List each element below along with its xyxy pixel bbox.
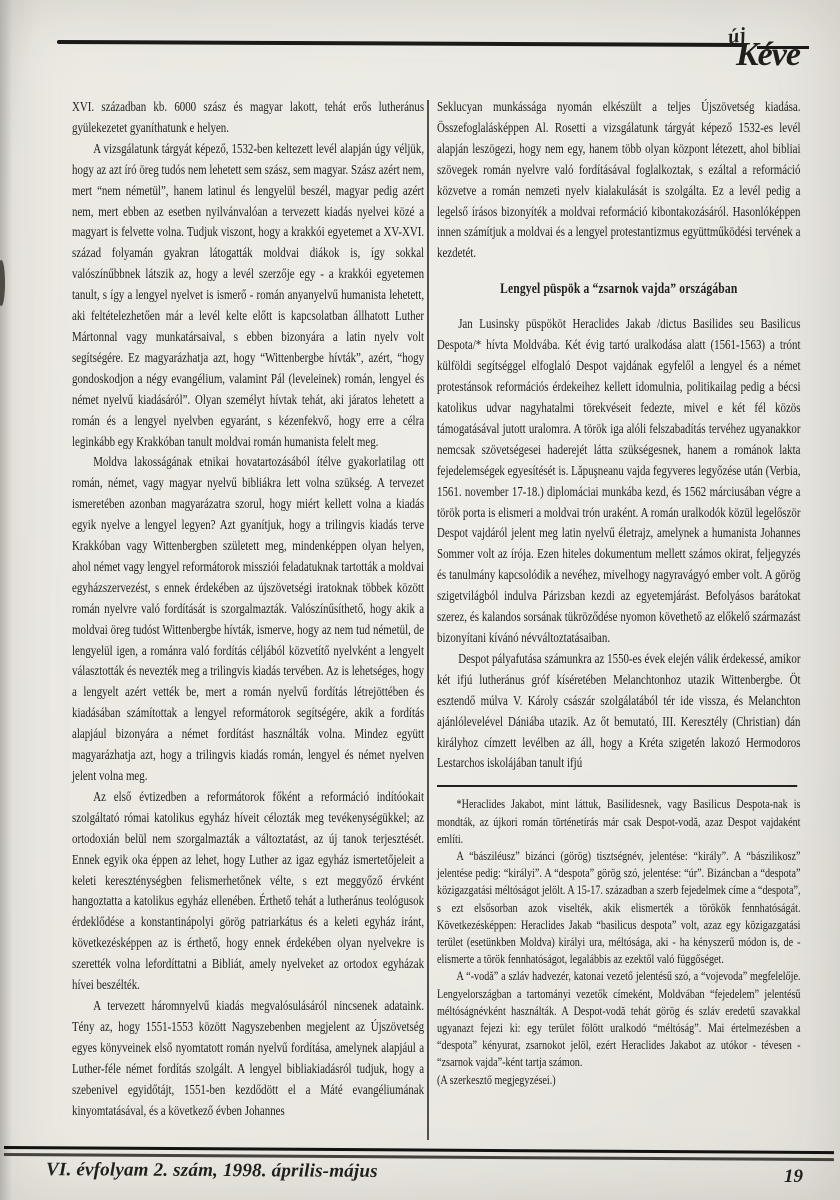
journal-logo-prefix: új bbox=[726, 23, 749, 49]
footnote-rule bbox=[437, 785, 797, 787]
footnote-editor-note: (A szerkesztő megjegyzései.) bbox=[437, 1072, 556, 1087]
paragraph: Seklucyan munkássága nyomán elkészült a teljes Újszövetség kiadása. Összefoglalásképpen Al. Rosetti a vizsgálatunk tárgyát képező 1532-es levél alapján leszögezi, hogy nem egy, hanem több olyan központ létezett, ahol bibliai szövegek román nyelvre való fordításával foglalkoztak, s ezáltal a reformáció közvetve a román nemzeti nyelv kialakulását is szolgálta. Ez a levél pedig a legelső írásos bizonyíték a moldvai reformáció kibontakozásáról. Hasonlóképpen innen számítjuk a moldvai és a lengyel protestantizmus együttműködési tervének a kezdetét. bbox=[437, 99, 801, 261]
footnote-paragraph: A “-vodă” a szláv hadvezér, katonai vezető jelentésű szó, a “vojevoda” megfelelője. Lengyelországban a tartományi vezetők címeként, Moldvában “fejedelem” jelentésű méltóságnévként használták. A Despot-vodă tehát görög és szláv eredetű szavakkal ugyanazt fejezi ki: egy terület fölött uralkodó “méltóság”. Mai értelmezésben a “despota” kényurat, zsarnokot jelöl, ezért Heraclides Jakabot az utókor - tévesen - “zsarnok vajda”-ként tartja számon. bbox=[437, 969, 801, 1070]
paragraph: Moldva lakosságának etnikai hovatartozásából ítélve gyakorlatilag ott román, német, vagy magyar nyelvű bibliákra lett volna szükség. A tervezet ismeretében azonban magyarázatra szorul, hogy miért kellett volna a kiadás egyik nyelve a lengyel legyen? Azt gyanítjuk, hogy a trilingvis kiadás terve Krakkóban vagy Wittenbergben született meg, mindenképpen olyan helyen, ahol német vagy lengyel reformátorok missziói feladatuknak tartották a moldvai egyházszervezést, s ennek érdekében az újszövetségi iratoknak többek között román nyelvre való fordítását is szorgalmazták. Valószínűsíthető, hogy akik a moldvai öreg tudóst Wittenbergbe hívták, ismerve, hogy az nem tud németül, de lengyelül igen, a románra való fordítás céljából közvetítő nyelvként a lengyelt választották és nevezték meg a trilingvis kiadás tervében. Az is lehetséges, hogy a lengyelt azért vették be, mert a román nyelvű fordítás létrejöttében és kiadásában számítottak a lengyel reformátorok segítségére, akik a fordítás alapjául bizonyára a német fordítást használták volna. Mindez együtt magyarázhatja azt, hogy a trilingvis kiadás román, lengyel és német nyelven jelent volna meg. bbox=[72, 454, 425, 783]
section-heading: Lengyel püspök a “zsarnok vajda” országában bbox=[500, 281, 738, 298]
scan-edge-shadow bbox=[0, 0, 12, 1200]
left-column bbox=[72, 97, 424, 1121]
page-number: 19 bbox=[784, 1166, 803, 1187]
right-column bbox=[437, 97, 800, 1089]
footnote-block bbox=[437, 796, 800, 1088]
footnote-paragraph: A “básziléusz” bizánci (görög) tisztségnév, jelentése: “király”. A “bászilikosz” jelentése pedig: “királyi”. A “despota” görög szó, jelentése: “úr”. Bizáncban a “despota” közigazgatási méltóságot jelölt. A 15-17. században a szerb fejedelmek címe a “despota”, s ezt elsősorban azok viselték, akik elismerték a törökök fennhatóságát. Következésképpen: Heraclides Jakab “basilicus despota” volt, azaz egy közigazgatási terület (esetünkben Moldva) királyi ura, méltósága, aki - ha kényszerű módon is, de - elismerte a török fennhatóságot, legalábbis az ezektől való függőséget. bbox=[437, 848, 801, 967]
paragraph: Az első évtizedben a reformátorok főként a reformáció indítóokait szolgáltató római katolikus egyház híveit célozták meg tevékenységükkel; az ortodoxián belül nem szorgalmazták a változtatást, az új tanok terjesztését. Ennek egyik oka éppen az lehet, hogy Luther az igaz egyház ismertetőjeleit a keleti kereszténységben felismerhetőnek vélte, s ezt meggyőző érvként hangoztatta a katolikus egyház ellenében. Érthető tehát a lutheránus teológusok érdeklődése a konstantinápolyi görög patriarkátus és a keleti egyház iránt, következésképpen az is érthető, hogy ennek érdekében olyan nyelvekre is szerették volna lefordíttatni a Bibliát, amely nyelveket az ortodox egyházak hívei beszélték. bbox=[72, 788, 425, 993]
paragraph: Despot pályafutása számunkra az 1550-es évek elején válik érdekessé, amikor két ifjú lutheránus gróf kíséretében Melanchtonhoz utazik Wittenbergbe. Öt esztendő múlva V. Károly császár szolgálatából tér ide vissza, és Melanchton ajánlólevelével Dániába utazik. Az őt bemutató, III. Keresztély (Christian) dán királyhoz címzett levélben az áll, hogy a Kréta szigetén lakozó Hermodoros Lestarchos iskolájában tanult ifjú bbox=[437, 650, 801, 771]
journal-logo-name: Kéve bbox=[736, 36, 800, 73]
paragraph: A tervezett háromnyelvű kiadás megvalósulásáról nincsenek adataink. Tény az, hogy 1551-1553 között Nagyszebenben megjelent az Újszövetség egyes könyveinek első nyomtatott román nyelvű fordítása, amelynek alapjául a Luther-féle német fordítás szolgált. A lengyel bibliakiadásról tudjuk, hogy a szebenivel egyidőtájt, 1551-ben kezdődött el a Máté evangéliumának kinyomtatásával, és a következő évben Johannes bbox=[72, 997, 425, 1118]
issue-info: VI. évfolyam 2. szám, 1998. április-május bbox=[45, 1159, 378, 1182]
paragraph: A vizsgálatunk tárgyát képező, 1532-ben keltezett levél alapján úgy véljük, hogy az azt író öreg tudós nem lehetett sem szász, sem magyar. Szász azért nem, mert “nem németül”, hanem latinul és lengyelül beszél, magyar pedig azért nem, mert ebben az esetben nyilvánvalóan a tervezett kiadás nyelvei közé a magyart is felvette volna. Tudjuk viszont, hogy a krakkói egyetemet a XV-XVI. század folyamán gyakran látogatták moldvai diákok is, így sokkal valószínűbbnek látszik az, hogy a levél szerzője egy - a krakkói egyetemen tanult, s így a lengyel nyelvet is ismerő - román anyanyelvű humanista lehetett, aki feltételezhetően már a levél kelte előtt is kapcsolatban állhatott Luther Mártonnal vagy munkatársaival, s ebben bizonyára a latin nyelv volt segítségére. Ez magyarázhatja azt, hogy “Wittenbergbe hívták”, azért, “hogy gondoskodjon a négy evangélium, valamint Pál (leveleinek) román, lengyel és német nyelvű kiadásáról”. Olyan személyt hívtak tehát, aki járatos lehetett a román és a lengyel nyelvben egyaránt, s kézenfekvő, hogy erre a célra leginkább egy Krakkóban tanult moldvai román humanista felelt meg. bbox=[72, 140, 425, 449]
footnote-paragraph: *Heraclides Jakabot, mint láttuk, Basilidesnek, vagy Basilicus Despota-nak is mondták, az újkori román történetírás már csak Despot-vodă, azaz Despot vajdaként említi. bbox=[437, 797, 801, 846]
header-rule bbox=[57, 40, 745, 47]
paragraph: Jan Lusinsky püspököt Heraclides Jakab /dictus Basilides seu Basilicus Despota/* hívta Moldvába. Két évig tartó uralkodása alatt (1561-1563) a trónt külföldi segítséggel elfoglaló Despot vajdának egyfelől a lengyel és a német protestánsok reformációs érdekeihez kellett idomulnia, politikailag pedig a bécsi katolikus udvar nagyhatalmi törekvéseit fedezte, mivel e két fél közös támogatásával jutott uralomra. A török iga alóli felszabadítás tervéhez ugyanakkor nemcsak szövetségesei haderejét látta szükségesnek, hanem a románok lakta fejedelemségek egyesítését is. Lăpuşneanu vajda fegyveres legyőzése után (Verbia, 1561. november 17-18.) diplomáciai munkába kezd, és 1562 márciusában végre a török porta is elismeri a moldvai trón uraként. A román uralkodók közül legelőször Despot vajdáról jelent meg latin nyelvű életrajz, amelynek a humanista Johannes Sommer volt az írója. Ezen hiteles dokumentum mellett számos okirat, feljegyzés és tanulmány kapcsolódik a nevéhez, mivelhogy nagyravágyó ember volt. A görög szigetvilágból indulva Párizsban kezdi az egyetemjárást. Befolyásos barátokat szerez, és kalandos sorsának tükröződése nyomon követhető az előkelő származást bizonyítani kívánó névváltoztatásaiban. bbox=[437, 316, 801, 645]
journal-logo bbox=[712, 22, 832, 86]
column-divider bbox=[427, 100, 429, 1140]
paragraph: XVI. században kb. 6000 szász és magyar lakott, tehát erős lutheránus gyülekezetet gyaníthatunk e helyen. bbox=[72, 99, 425, 135]
